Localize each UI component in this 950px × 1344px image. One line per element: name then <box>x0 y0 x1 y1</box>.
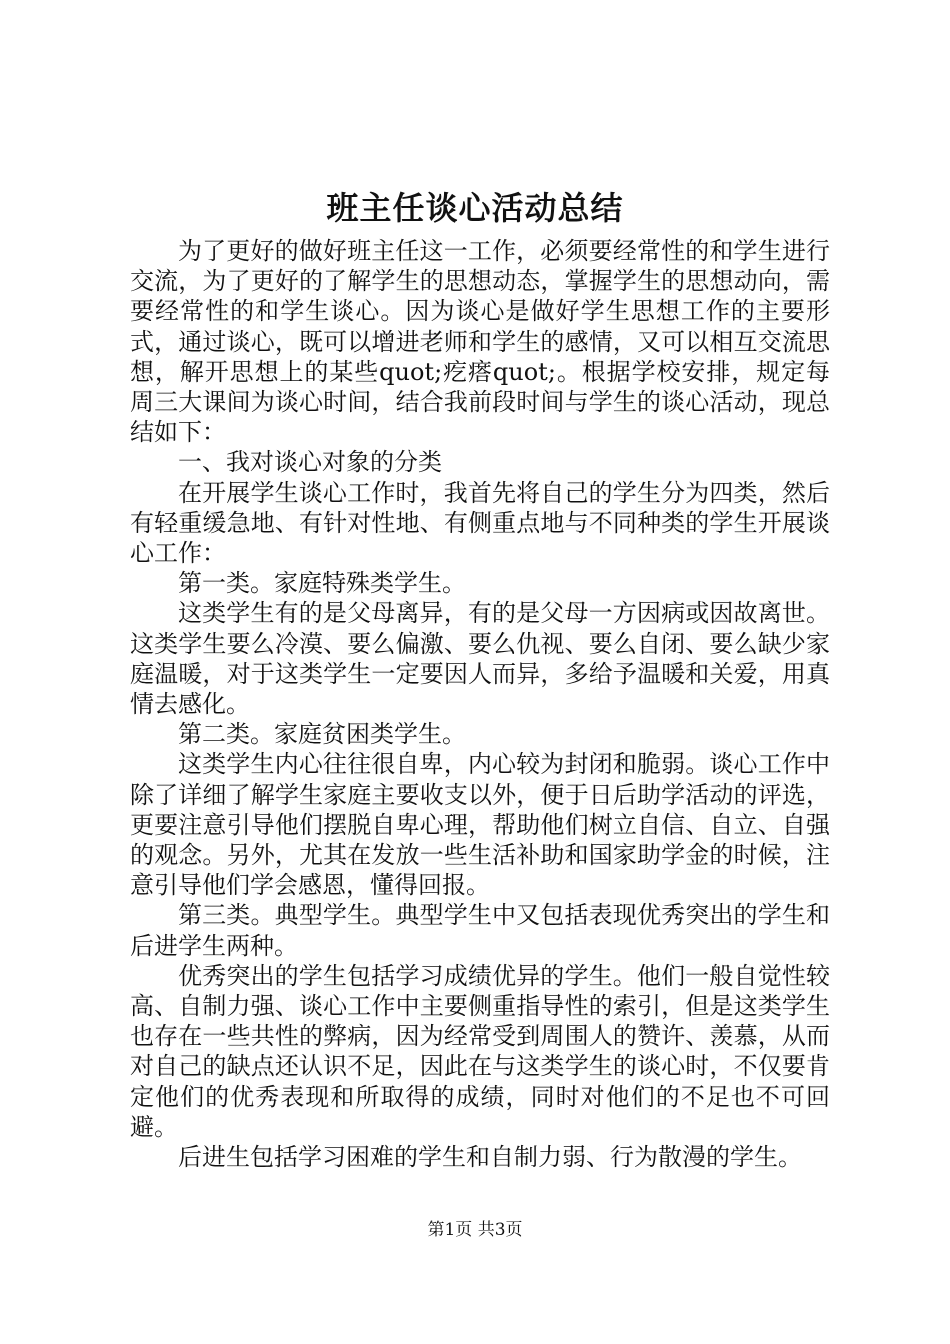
document-body <box>130 236 830 1172</box>
category-heading-2: 第二类。家庭贫困类学生。 <box>178 720 466 749</box>
paragraph-intro: 为了更好的做好班主任这一工作，必须要经常性的和学生进行交流，为了更好的了解学生的思想动态，掌握学生的思想动向，需要经常性的和学生谈心。因为谈心是做好学生思想工作的主要形式，通过谈心，既可以增进老师和学生的感情，又可以相互交流思想，解开思想上的某些quot;疙瘩quot;。根据学校安排，规定每周三大课间为谈心时间，结合我前段时间与学生的谈心活动，现总结如下： <box>130 237 830 447</box>
category-heading-3: 第三类。典型学生。典型学生中又包括表现优秀突出的学生和后进学生两种。 <box>130 901 830 960</box>
paragraph-struggling-students: 后进生包括学习困难的学生和自制力弱、行为散漫的学生。 <box>178 1143 802 1172</box>
paragraph-excellent-students: 优秀突出的学生包括学习成绩优异的学生。他们一般自觉性较高、自制力强、谈心工作中主要侧重指导性的索引，但是这类学生也存在一些共性的弊病，因为经常受到周围人的赞许、羡慕，从而对自己的缺点还认识不足，因此在与这类学生的谈心时，不仅要肯定他们的优秀表现和所取得的成绩，同时对他们的不足也不可回避。 <box>130 961 830 1141</box>
page-number: 第1页 共3页 <box>427 1220 523 1240</box>
paragraph-category-2: 这类学生内心往往很自卑，内心较为封闭和脆弱。谈心工作中除了详细了解学生家庭主要收支以外，便于日后助学活动的评选，更要注意引导他们摆脱自卑心理，帮助他们树立自信、自立、自强的观念。另外，尤其在发放一些生活补助和国家助学金的时候，注意引导他们学会感恩，懂得回报。 <box>130 750 830 900</box>
category-heading-1: 第一类。家庭特殊类学生。 <box>178 569 466 598</box>
section-heading-classification: 一、我对谈心对象的分类 <box>178 448 442 477</box>
document-title: 班主任谈心活动总结 <box>326 189 624 227</box>
paragraph-category-1: 这类学生有的是父母离异，有的是父母一方因病或因故离世。这类学生要么冷漠、要么偏激、要么仇视、要么自闭、要么缺少家庭温暖，对于这类学生一定要因人而异，多给予温暖和关爱，用真情去感化。 <box>130 599 830 719</box>
paragraph-classification: 在开展学生谈心工作时，我首先将自己的学生分为四类，然后有轻重缓急地、有针对性地、有侧重点地与不同种类的学生开展谈心工作： <box>130 478 830 568</box>
